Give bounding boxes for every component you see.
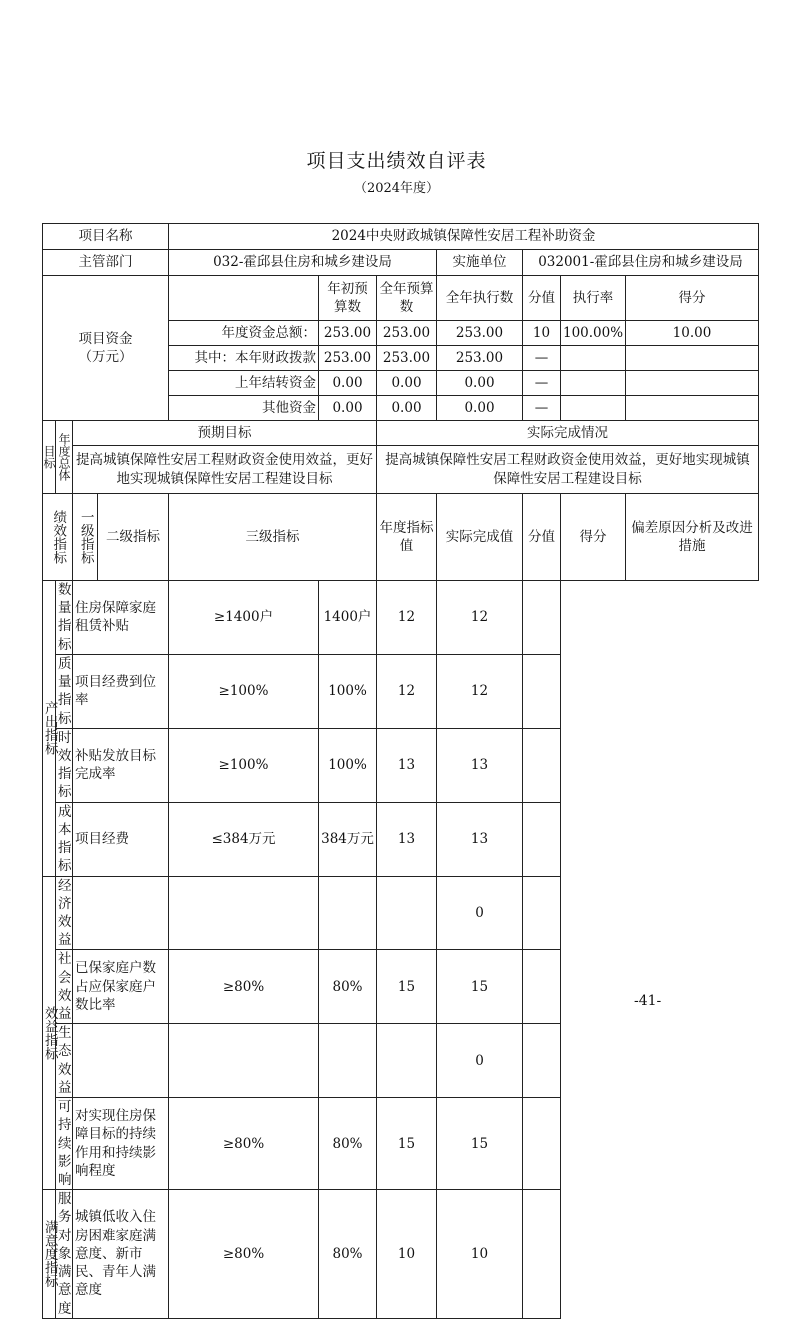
unit-label: 实施单位: [437, 250, 523, 276]
indicator-row: [43, 654, 759, 728]
indicator-target: ≥100%: [169, 728, 319, 802]
indicator-deviation: [523, 581, 561, 655]
indicator-score-value: 12: [377, 654, 437, 728]
indicator-level3: 住房保障家庭租赁补贴: [73, 581, 169, 655]
funds-rate: 100.00%: [561, 321, 626, 346]
indicator-deviation: [523, 876, 561, 950]
indicator-score-value: 13: [377, 728, 437, 802]
indicator-score: 13: [437, 802, 523, 876]
indicator-score: 12: [437, 581, 523, 655]
indicator-score: 15: [437, 1098, 523, 1190]
indicator-deviation: [523, 1024, 561, 1098]
indicator-score: 13: [437, 728, 523, 802]
funds-label-text: 项目资金（万元）: [78, 330, 133, 365]
indicator-target: ≥1400户: [169, 581, 319, 655]
indicator-target: ≥80%: [169, 1098, 319, 1190]
indicator-deviation: [523, 1098, 561, 1190]
indicator-actual: 80%: [319, 1098, 377, 1190]
funds-executed: 0.00: [437, 371, 523, 396]
funds-executed: 253.00: [437, 321, 523, 346]
indicator-score: 10: [437, 1190, 523, 1319]
page-title: 项目支出绩效自评表: [306, 150, 487, 172]
funds-rate: [561, 371, 626, 396]
indicator-actual: 384万元: [319, 802, 377, 876]
funds-row-label: 其他资金: [169, 396, 319, 421]
deviation-header: 偏差原因分析及改进措施: [626, 494, 759, 581]
funds-executed: 0.00: [437, 396, 523, 421]
funds-score: [626, 346, 759, 371]
indicator-score: 15: [437, 950, 523, 1024]
indicator-level2: 质量指标: [56, 654, 73, 728]
funds-row-label: 年度资金总额：: [169, 321, 319, 346]
goals-section-label: 目标: [43, 421, 56, 494]
actual-header: 实际完成值: [437, 494, 523, 581]
funds-initial: 0.00: [319, 371, 377, 396]
indicator-level2: 服务对象满意度: [56, 1190, 73, 1319]
indicator-score-value: 15: [377, 950, 437, 1024]
indicator-row: [43, 1190, 759, 1319]
funds-header: 年初预算数: [319, 276, 377, 321]
indicator-score: 0: [437, 876, 523, 950]
indicator-deviation: [523, 950, 561, 1024]
indicator-score-value: 12: [377, 581, 437, 655]
funds-score: 10.00: [626, 321, 759, 346]
unit-value: 032001-霍邱县住房和城乡建设局: [523, 250, 759, 276]
funds-rate: [561, 346, 626, 371]
indicator-score-value: 10: [377, 1190, 437, 1319]
indicator-level3: 城镇低收入住房困难家庭满意度、新市民、青年人满意度: [73, 1190, 169, 1319]
actual-goal-text: 提高城镇保障性安居工程财政资金使用效益，更好地实现城镇保障性安居工程建设目标: [377, 446, 759, 494]
indicator-actual: 1400户: [319, 581, 377, 655]
indicator-level3: 项目经费: [73, 802, 169, 876]
indicator-level3: 补贴发放目标完成率: [73, 728, 169, 802]
indicator-level3: 对实现住房保障目标的持续作用和持续影响程度: [73, 1098, 169, 1190]
indicator-level2: 成本指标: [56, 802, 73, 876]
indicator-target: [169, 1024, 319, 1098]
dept-label: 主管部门: [43, 250, 169, 276]
funds-score-value: —: [523, 371, 561, 396]
indicator-target: ≥80%: [169, 1190, 319, 1319]
level3-header: 三级指标: [169, 494, 377, 581]
indicator-deviation: [523, 1190, 561, 1319]
indicator-score-value: [377, 876, 437, 950]
funds-row-label: 上年结转资金: [169, 371, 319, 396]
target-header: 年度指标值: [377, 494, 437, 581]
indicator-row: [43, 1098, 759, 1190]
indicator-actual: 80%: [319, 1190, 377, 1319]
actual-goal-header: 实际完成情况: [377, 421, 759, 446]
funds-annual: 253.00: [377, 346, 437, 371]
indicator-level3: 项目经费到位率: [73, 654, 169, 728]
score-value-header: 分值: [523, 494, 561, 581]
funds-annual: 253.00: [377, 321, 437, 346]
funds-score: [626, 371, 759, 396]
indicator-level2: 生态效益: [56, 1024, 73, 1098]
level1-header: 一级指标: [73, 494, 98, 581]
project-name-label: 项目名称: [43, 224, 169, 250]
page-number: -41-: [634, 993, 662, 1009]
level1-indicator: 效益指标: [43, 876, 56, 1190]
indicator-score-value: [377, 1024, 437, 1098]
indicator-level2: 经济效益: [56, 876, 73, 950]
indicator-row: [43, 950, 759, 1024]
funds-rate: [561, 396, 626, 421]
indicator-actual: 80%: [319, 950, 377, 1024]
funds-row-label: 其中：本年财政拨款: [169, 346, 319, 371]
indicator-level3: 已保家庭户数占应保家庭户数比率: [73, 950, 169, 1024]
funds-header: 得分: [626, 276, 759, 321]
funds-header: 全年预算数: [377, 276, 437, 321]
indicator-deviation: [523, 802, 561, 876]
funds-score-value: —: [523, 346, 561, 371]
funds-annual: 0.00: [377, 371, 437, 396]
funds-score-value: —: [523, 396, 561, 421]
blank-cell: [169, 276, 319, 321]
funds-header: 全年执行数: [437, 276, 523, 321]
indicator-actual: 100%: [319, 654, 377, 728]
funds-initial: 253.00: [319, 321, 377, 346]
indicator-level2: 时效指标: [56, 728, 73, 802]
funds-label: [43, 276, 169, 421]
funds-executed: 253.00: [437, 346, 523, 371]
indicator-row: [43, 728, 759, 802]
expected-goal-text: 提高城镇保障性安居工程财政资金使用效益，更好地实现城镇保障性安居工程建设目标: [73, 446, 377, 494]
indicator-level3: [73, 1024, 169, 1098]
indicator-score-value: 13: [377, 802, 437, 876]
indicator-target: ≥80%: [169, 950, 319, 1024]
indicator-level2: 可持续影响: [56, 1098, 73, 1190]
indicator-score-value: 15: [377, 1098, 437, 1190]
indicator-deviation: [523, 728, 561, 802]
indicator-actual: 100%: [319, 728, 377, 802]
level1-indicator: 产出指标: [43, 581, 56, 877]
funds-initial: 253.00: [319, 346, 377, 371]
funds-initial: 0.00: [319, 396, 377, 421]
indicator-row: [43, 802, 759, 876]
funds-header: 分值: [523, 276, 561, 321]
page-subtitle: （2024年度）: [353, 181, 440, 196]
indicator-target: [169, 876, 319, 950]
funds-annual: 0.00: [377, 396, 437, 421]
indicator-row: [43, 1024, 759, 1098]
indicator-level2: 社会效益: [56, 950, 73, 1024]
indicator-target: ≤384万元: [169, 802, 319, 876]
project-name: 2024中央财政城镇保障性安居工程补助资金: [169, 224, 759, 250]
indicator-row: [43, 876, 759, 950]
level2-header: 二级指标: [98, 494, 169, 581]
indicator-target: ≥100%: [169, 654, 319, 728]
dept-value: 032-霍邱县住房和城乡建设局: [169, 250, 437, 276]
funds-score-value: 10: [523, 321, 561, 346]
funds-header: 执行率: [561, 276, 626, 321]
funds-score: [626, 396, 759, 421]
indicator-actual: [319, 876, 377, 950]
indicator-level3: [73, 876, 169, 950]
indicator-deviation: [523, 654, 561, 728]
goals-sub-label: 年度总体: [56, 421, 73, 494]
indicator-score: 12: [437, 654, 523, 728]
indicator-score: 0: [437, 1024, 523, 1098]
self-evaluation-table: [42, 223, 759, 1319]
indicator-actual: [319, 1024, 377, 1098]
score-header: 得分: [561, 494, 626, 581]
level1-indicator: 满意度指标: [43, 1190, 56, 1319]
indicator-row: [43, 581, 759, 655]
indicator-level2: 数量指标: [56, 581, 73, 655]
performance-section-label: 绩效指标: [43, 494, 73, 581]
expected-goal-header: 预期目标: [73, 421, 377, 446]
